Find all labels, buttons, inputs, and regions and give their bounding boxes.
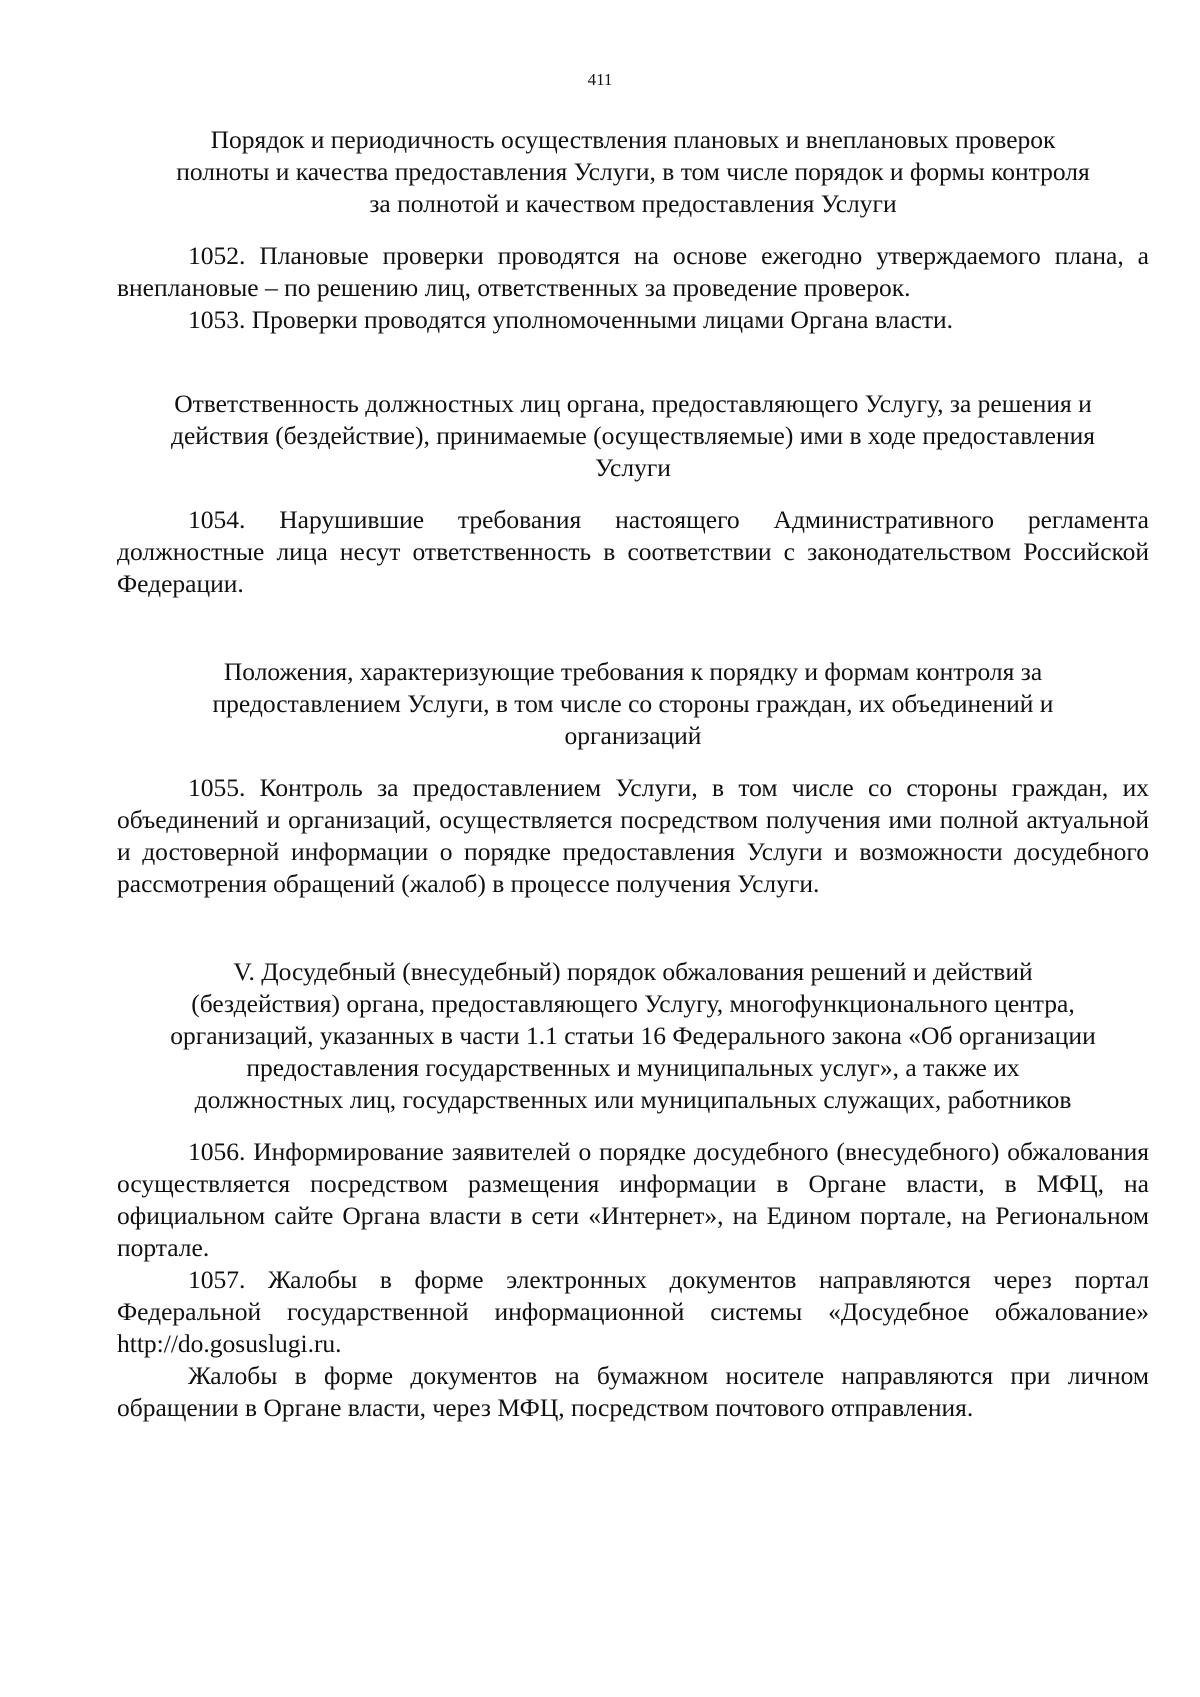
page-number: 411 [587, 70, 613, 89]
document-body [117, 124, 1149, 1424]
paragraph-1054: 1054. Нарушившие требования настоящего Административного регламента должностные лица несут ответственность в соответствии с законодательством Российской Федерации. [117, 505, 1149, 598]
heading-line: предоставления государственных и муниципальных услуг», а также их [246, 1053, 1020, 1082]
heading-line: Ответственность должностных лиц органа, предоставляющего Услугу, за решения и [174, 389, 1092, 418]
heading-line: Порядок и периодичность осуществления плановых и внеплановых проверок [210, 125, 1056, 154]
heading-line: полноты и качества предоставления Услуги, в том числе порядок и формы контроля [176, 157, 1090, 186]
section-heading-control-procedure [117, 124, 1149, 220]
heading-line: предоставлением Услуги, в том числе со стороны граждан, их объединений и [212, 689, 1054, 718]
paragraph-1052: 1052. Плановые проверки проводятся на основе ежегодно утверждаемого плана, а внеплановые – по решению лиц, ответственных за проведение проверок. [117, 241, 1149, 302]
section-heading-responsibility [117, 388, 1149, 484]
section-heading-pretrial-appeal [117, 956, 1149, 1116]
heading-line: организаций, указанных в части 1.1 статьи 16 Федерального закона «Об организации [170, 1021, 1096, 1050]
paragraph-1057: 1057. Жалобы в форме электронных документов направляются через портал Федеральной государственной информационной системы «Досудебное обжалование» http://do.gosuslugi.ru. [117, 1265, 1149, 1358]
paragraph-1053: 1053. Проверки проводятся уполномоченными лицами Органа власти. [188, 305, 954, 334]
heading-line: Услуги [595, 453, 671, 482]
paragraph-1055: 1055. Контроль за предоставлением Услуги, в том числе со стороны граждан, их объединений и организаций, осуществляется посредством получения ими полной актуальной и достоверной информации о порядке предоставления Услуги и возможности досудебного рассмотрения обращений (жалоб) в процессе получения Услуги. [117, 773, 1149, 898]
paragraph-paper-complaints: Жалобы в форме документов на бумажном носителе направляются при личном обращении в Органе власти, через МФЦ, посредством почтового отправления. [117, 1361, 1149, 1422]
heading-line: действия (бездействие), принимаемые (осуществляемые) ими в ходе предоставления [171, 421, 1095, 450]
heading-line: Положения, характеризующие требования к порядку и формам контроля за [223, 657, 1043, 686]
heading-line: за полнотой и качеством предоставления Услуги [369, 189, 897, 218]
heading-line: должностных лиц, государственных или муниципальных служащих, работников [194, 1085, 1072, 1114]
heading-line: организаций [564, 721, 702, 750]
heading-line: V. Досудебный (внесудебный) порядок обжалования решений и действий [233, 957, 1033, 986]
heading-line: (бездействия) органа, предоставляющего Услугу, многофункционального центра, [191, 989, 1075, 1018]
section-heading-control-requirements [117, 656, 1149, 752]
paragraph-1056: 1056. Информирование заявителей о порядке досудебного (внесудебного) обжалования осуществляется посредством размещения информации в Органе власти, в МФЦ, на официальном сайте Органа власти в сети «Интернет», на Едином портале, на Региональном портале. [117, 1137, 1149, 1262]
